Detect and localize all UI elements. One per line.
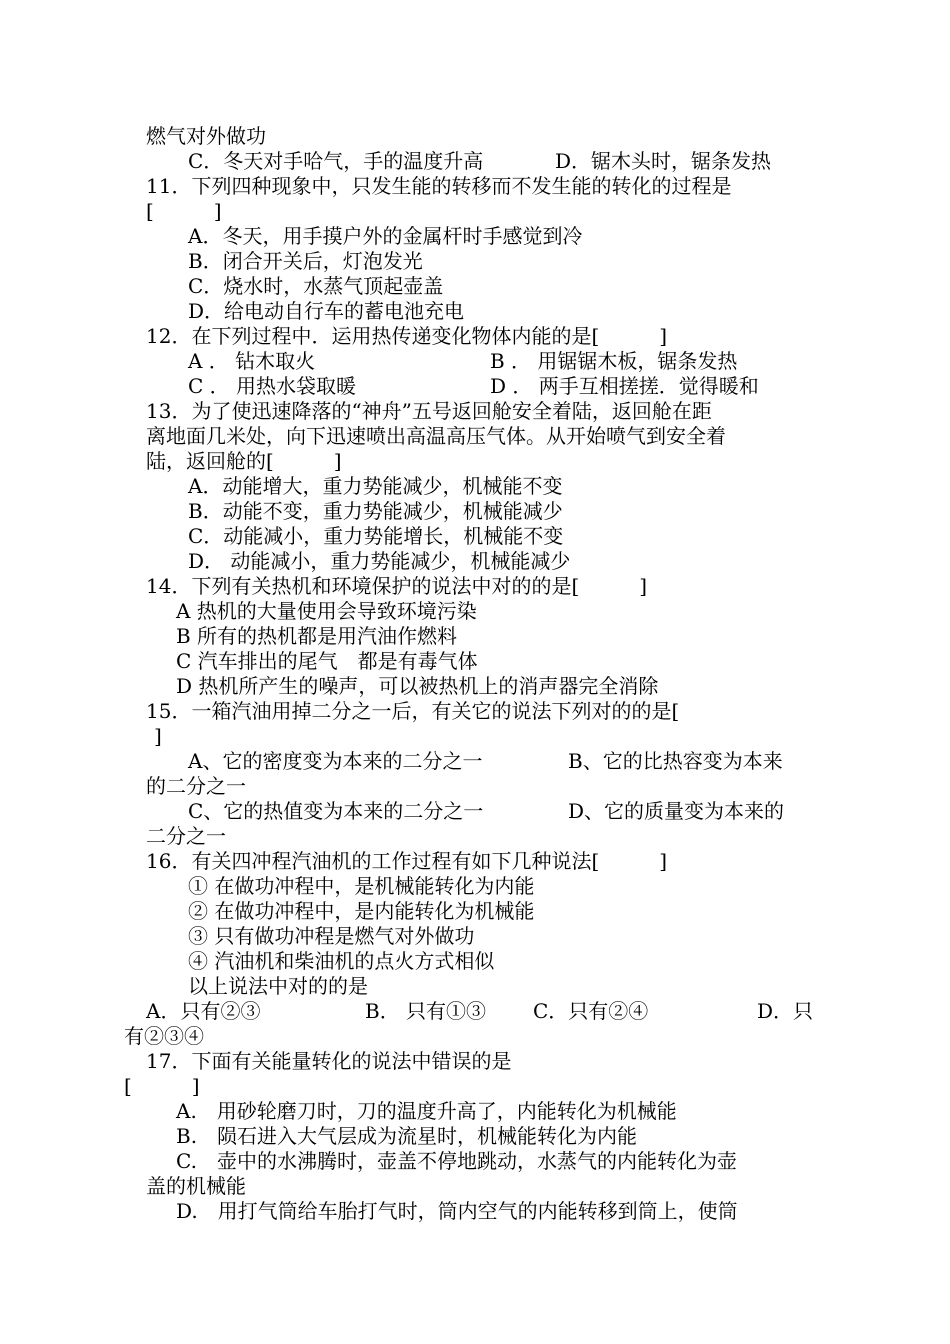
statement-4: ④ 汽油机和柴油机的点火方式相似 bbox=[188, 949, 495, 973]
text-line: 离地面几米处，向下迅速喷出高温高压气体。从开始喷气到安全着 bbox=[146, 424, 726, 448]
option-c: C 汽车排出的尾气 都是有毒气体 bbox=[176, 649, 478, 673]
option-c: C．烧水时，水蒸气顶起壶盖 bbox=[188, 274, 444, 298]
answer-bracket: ] bbox=[154, 724, 162, 748]
option-d: D. 用打气筒给车胎打气时，筒内空气的内能转移到筒上，使筒 bbox=[176, 1199, 738, 1223]
statement-2: ② 在做功冲程中，是内能转化为机械能 bbox=[188, 899, 535, 923]
option-d: D 热机所产生的噪声，可以被热机上的消声器完全消除 bbox=[176, 674, 659, 698]
text-line: D．锯木头时，锯条发热 bbox=[555, 149, 772, 173]
question-14: 14．下列有关热机和环境保护的说法中对的的是[ ] bbox=[146, 574, 648, 598]
option-a: A．冬天，用手摸户外的金属杆时手感觉到冷 bbox=[188, 224, 583, 248]
statement-1: ① 在做功冲程中，是机械能转化为内能 bbox=[188, 874, 535, 898]
text-line: 的二分之一 bbox=[146, 774, 246, 798]
option-c: C、它的热值变为本来的二分之一 bbox=[188, 799, 484, 823]
option-b: B．动能不变，重力势能减少，机械能减少 bbox=[188, 499, 563, 523]
statement-3: ③ 只有做功冲程是燃气对外做功 bbox=[188, 924, 475, 948]
option-d: D．给电动自行车的蓄电池充电 bbox=[188, 299, 465, 323]
option-a: A．动能增大，重力势能减少，机械能不变 bbox=[188, 474, 563, 498]
option-a: A、它的密度变为本来的二分之一 bbox=[188, 749, 483, 773]
option-c: C．只有②④ bbox=[533, 999, 649, 1023]
option-c: C. 壶中的水沸腾时，壶盖不停地跳动，水蒸气的内能转化为壶 bbox=[176, 1149, 737, 1173]
option-b: B. 陨石进入大气层成为流星时，机械能转化为内能 bbox=[176, 1124, 638, 1148]
option-d: D、它的质量变为本来的 bbox=[568, 799, 785, 823]
option-a: A. 用砂轮磨刀时，刀的温度升高了，内能转化为机械能 bbox=[176, 1099, 677, 1123]
answer-bracket: [ ] bbox=[146, 199, 222, 223]
question-12: 12．在下列过程中．运用热传递变化物体内能的是[ ] bbox=[146, 324, 668, 348]
question-16: 16．有关四冲程汽油机的工作过程有如下几种说法[ ] bbox=[146, 849, 668, 873]
text-line: 有②③④ bbox=[124, 1024, 204, 1048]
text-line: 陆，返回舱的[ ] bbox=[146, 449, 342, 473]
text-line: 燃气对外做功 bbox=[146, 124, 266, 148]
option-b: B． 只有①③ bbox=[365, 999, 487, 1023]
option-b: B 所有的热机都是用汽油作燃料 bbox=[176, 624, 458, 648]
option-c: C．动能减小，重力势能增长，机械能不变 bbox=[188, 524, 564, 548]
text-line: 盖的机械能 bbox=[146, 1174, 246, 1198]
answer-bracket: [ ] bbox=[124, 1074, 200, 1098]
question-15: 15．一箱汽油用掉二分之一后，有关它的说法下列对的的是[ bbox=[146, 699, 680, 723]
text-line: 二分之一 bbox=[146, 824, 226, 848]
option-a: A ． 钻木取火 bbox=[188, 349, 316, 373]
option-c: C ． 用热水袋取暖 bbox=[188, 374, 357, 398]
option-a: A 热机的大量使用会导致环境污染 bbox=[176, 599, 477, 623]
option-a: A．只有②③ bbox=[146, 999, 261, 1023]
option-d: D．只 bbox=[757, 999, 814, 1023]
option-b: B．闭合开关后，灯泡发光 bbox=[188, 249, 423, 273]
option-d: D． 动能减小，重力势能减少，机械能减少 bbox=[188, 549, 571, 573]
option-d: D ． 两手互相搓搓．觉得暖和 bbox=[490, 374, 759, 398]
text-line: C．冬天对手哈气，手的温度升高 bbox=[188, 149, 484, 173]
text-line: 以上说法中对的的是 bbox=[188, 974, 368, 998]
option-b: B、它的比热容变为本来 bbox=[568, 749, 783, 773]
option-b: B ． 用锯锯木板，锯条发热 bbox=[490, 349, 738, 373]
question-13: 13．为了使迅速降落的“神舟”五号返回舱安全着陆，返回舱在距 bbox=[146, 399, 712, 423]
question-17: 17．下面有关能量转化的说法中错误的是 bbox=[146, 1049, 512, 1073]
question-11: 11．下列四种现象中，只发生能的转移而不发生能的转化的过程是 bbox=[146, 174, 732, 198]
